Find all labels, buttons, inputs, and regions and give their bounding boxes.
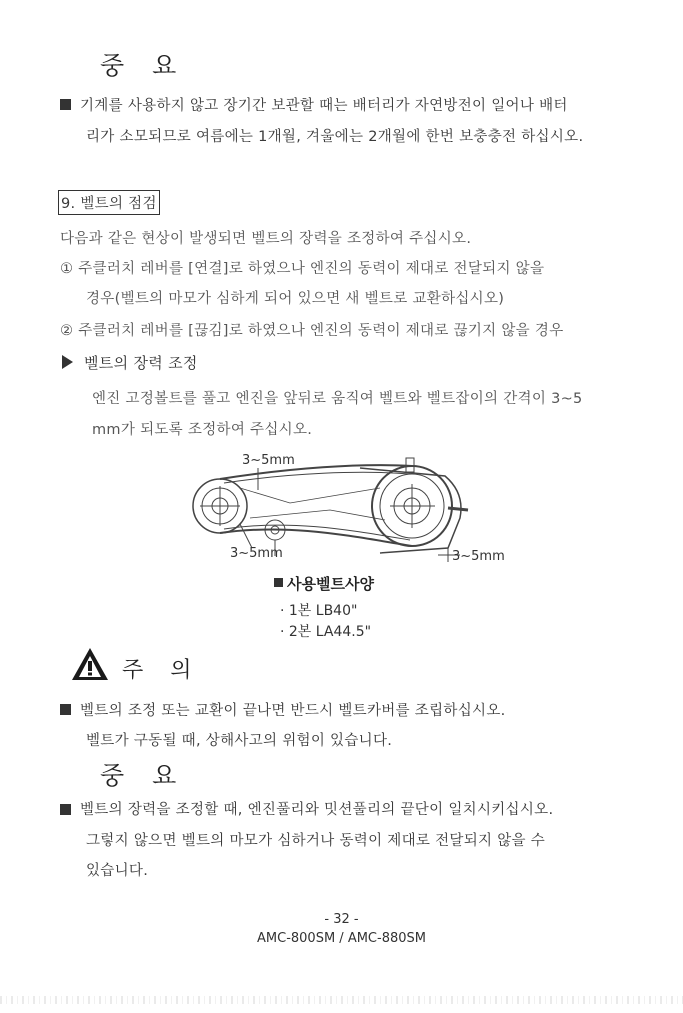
tension-text-line1: 엔진 고정볼트를 풀고 엔진을 앞뒤로 움직여 벨트와 벨트잡이의 간격이 3~5: [92, 391, 583, 407]
spec-bullet-icon: [274, 578, 283, 587]
section-title: 9. 벨트의 점검: [58, 190, 160, 215]
triangle-bullet-icon: [62, 355, 73, 369]
spec-title: 사용벨트사양: [287, 575, 374, 593]
tension-text-line2: mm가 되도록 조정하여 주십시오.: [92, 422, 313, 438]
model-name: AMC-800SM / AMC-880SM: [257, 931, 426, 946]
important2-text-line3: 있습니다.: [86, 863, 149, 879]
caution-heading: 주 의: [122, 658, 202, 683]
bullet-square-icon: [60, 704, 71, 715]
page-number: - 32 -: [324, 912, 359, 927]
important2-text-line2: 그렇지 않으면 벨트의 마모가 심하거나 동력이 제대로 전달되지 않을 수: [86, 833, 546, 849]
tension-heading: 벨트의 장력 조정: [84, 354, 198, 372]
important-text-line1: 기계를 사용하지 않고 장기간 보관할 때는 배터리가 자연방전이 일어나 배터: [80, 98, 568, 114]
important-heading-2: 중 요: [100, 761, 187, 790]
important-text-line2: 리가 소모되므로 여름에는 1개월, 겨울에는 2개월에 한번 보충충전 하십시오.: [86, 129, 584, 145]
bullet-square-icon: [60, 99, 71, 110]
dimension-label-left: 3~5mm: [230, 546, 283, 561]
caution-text-line2: 벨트가 구동될 때, 상해사고의 위험이 있습니다.: [86, 733, 393, 749]
important-heading: 중 요: [100, 51, 187, 80]
important2-text-line1: 벨트의 장력을 조정할 때, 엔진풀리와 밋션풀리의 끝단이 일치시키십시오.: [80, 802, 554, 818]
condition-1-line2: 경우(벨트의 마모가 심하게 되어 있으면 새 벨트로 교환하십시오): [86, 291, 505, 307]
section-intro: 다음과 같은 현상이 발생되면 벨트의 장력을 조정하여 주십시오.: [60, 231, 472, 247]
scan-edge: [0, 996, 683, 1004]
condition-2: ② 주클러치 레버를 [끊김]로 하였으나 엔진의 동력이 제대로 끊기지 않을 경우: [60, 323, 564, 339]
spec-item-2: · 2본 LA44.5": [280, 624, 372, 640]
spec-item-1: · 1본 LB40": [280, 603, 358, 619]
dimension-label-top: 3~5mm: [242, 453, 295, 468]
condition-1-line1: ① 주클러치 레버를 [연결]로 하였으나 엔진의 동력이 제대로 전달되지 않을: [60, 261, 545, 277]
bullet-square-icon: [60, 804, 71, 815]
dimension-label-right: 3~5mm: [452, 549, 505, 564]
caution-text-line1: 벨트의 조정 또는 교환이 끝나면 반드시 벨트카버를 조립하십시오.: [80, 703, 506, 719]
warning-icon: [70, 646, 110, 682]
